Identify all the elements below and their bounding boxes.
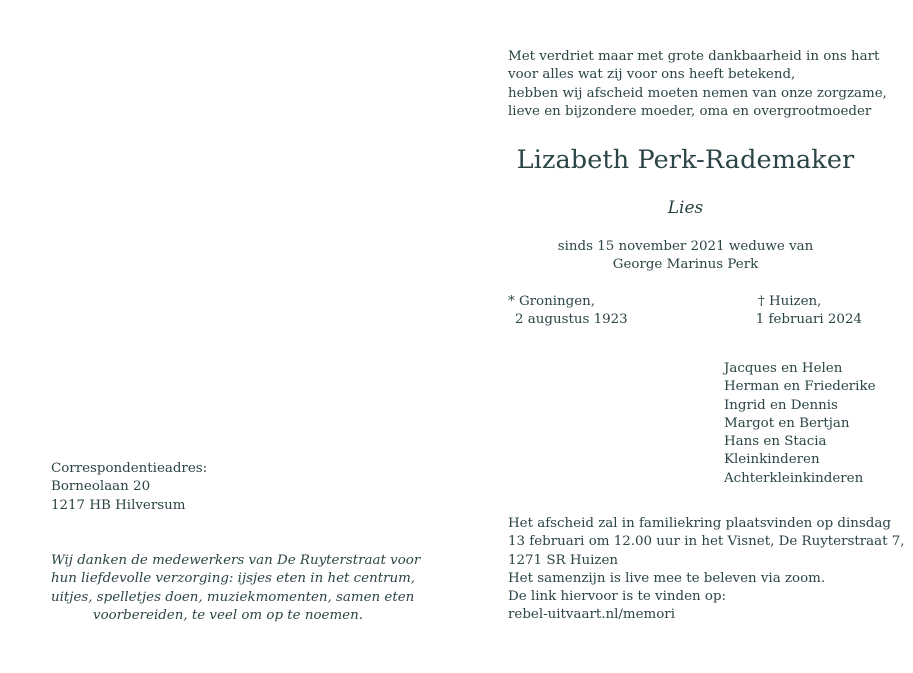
address-city: 1217 HB Hilversum xyxy=(51,497,186,513)
death-info xyxy=(700,293,862,330)
address-label: Correspondentieadres: xyxy=(51,461,208,476)
intro-line: voor alles wat zij voor ons heeft betekend, xyxy=(508,67,796,83)
ceremony-line: Het samenzijn is live mee te beleven via zoom. xyxy=(508,570,826,586)
ceremony-details xyxy=(508,515,905,625)
intro-line: lieve en bijzondere moeder, oma en overgrootmoeder xyxy=(508,103,872,119)
ceremony-line: Het afscheid zal in familiekring plaatsvinden op dinsdag xyxy=(508,516,891,531)
thanks-note xyxy=(51,552,421,625)
intro-line: Met verdriet maar met grote dankbaarheid in ons hart xyxy=(508,49,880,64)
family-member: Margot en Bertjan xyxy=(724,415,850,431)
spouse-name: George Marinus Perk xyxy=(612,257,759,273)
family-member: Achterkleinkinderen xyxy=(724,470,864,486)
intro-text xyxy=(508,48,887,121)
intro-line: hebben wij afscheid moeten nemen van onze zorgzame, xyxy=(508,85,887,101)
deceased-name: Lizabeth Perk-Rademaker xyxy=(516,145,855,175)
family-member: Kleinkinderen xyxy=(724,452,820,468)
birth-date: 2 augustus 1923 xyxy=(515,312,628,328)
death-place: † Huizen, xyxy=(758,294,822,309)
death-date: 1 februari 2024 xyxy=(755,312,862,328)
family-member: Ingrid en Dennis xyxy=(724,397,838,413)
ceremony-line: De link hiervoor is te vinden op: xyxy=(508,589,727,605)
ceremony-line: 1271 SR Huizen xyxy=(508,552,619,568)
address-street: Borneolaan 20 xyxy=(51,479,151,495)
thanks-line: uitjes, spelletjes doen, muziekmomenten, samen eten xyxy=(51,589,415,605)
family-member: Hans en Stacia xyxy=(724,434,827,450)
family-member: Herman en Friederike xyxy=(724,379,876,395)
thanks-line: hun liefdevolle verzorging: ijsjes eten in het centrum, xyxy=(51,571,416,587)
correspondence-address xyxy=(51,460,207,515)
family-list xyxy=(724,360,876,488)
family-member: Jacques en Helen xyxy=(724,361,843,376)
ceremony-line: 13 februari om 12.00 uur in het Visnet, De Ruyterstraat 7, xyxy=(508,534,905,550)
birth-place: * Groningen, xyxy=(508,294,596,309)
memorial-link: rebel-uitvaart.nl/memori xyxy=(508,607,675,623)
thanks-line: voorbereiden, te veel om op te noemen. xyxy=(93,607,363,623)
thanks-line: Wij danken de medewerkers van De Ruyterstraat voor xyxy=(51,553,421,568)
deceased-nickname: Lies xyxy=(667,198,704,218)
birth-info xyxy=(508,293,628,330)
widow-notice xyxy=(508,238,863,275)
widow-line: sinds 15 november 2021 weduwe van xyxy=(557,239,814,254)
